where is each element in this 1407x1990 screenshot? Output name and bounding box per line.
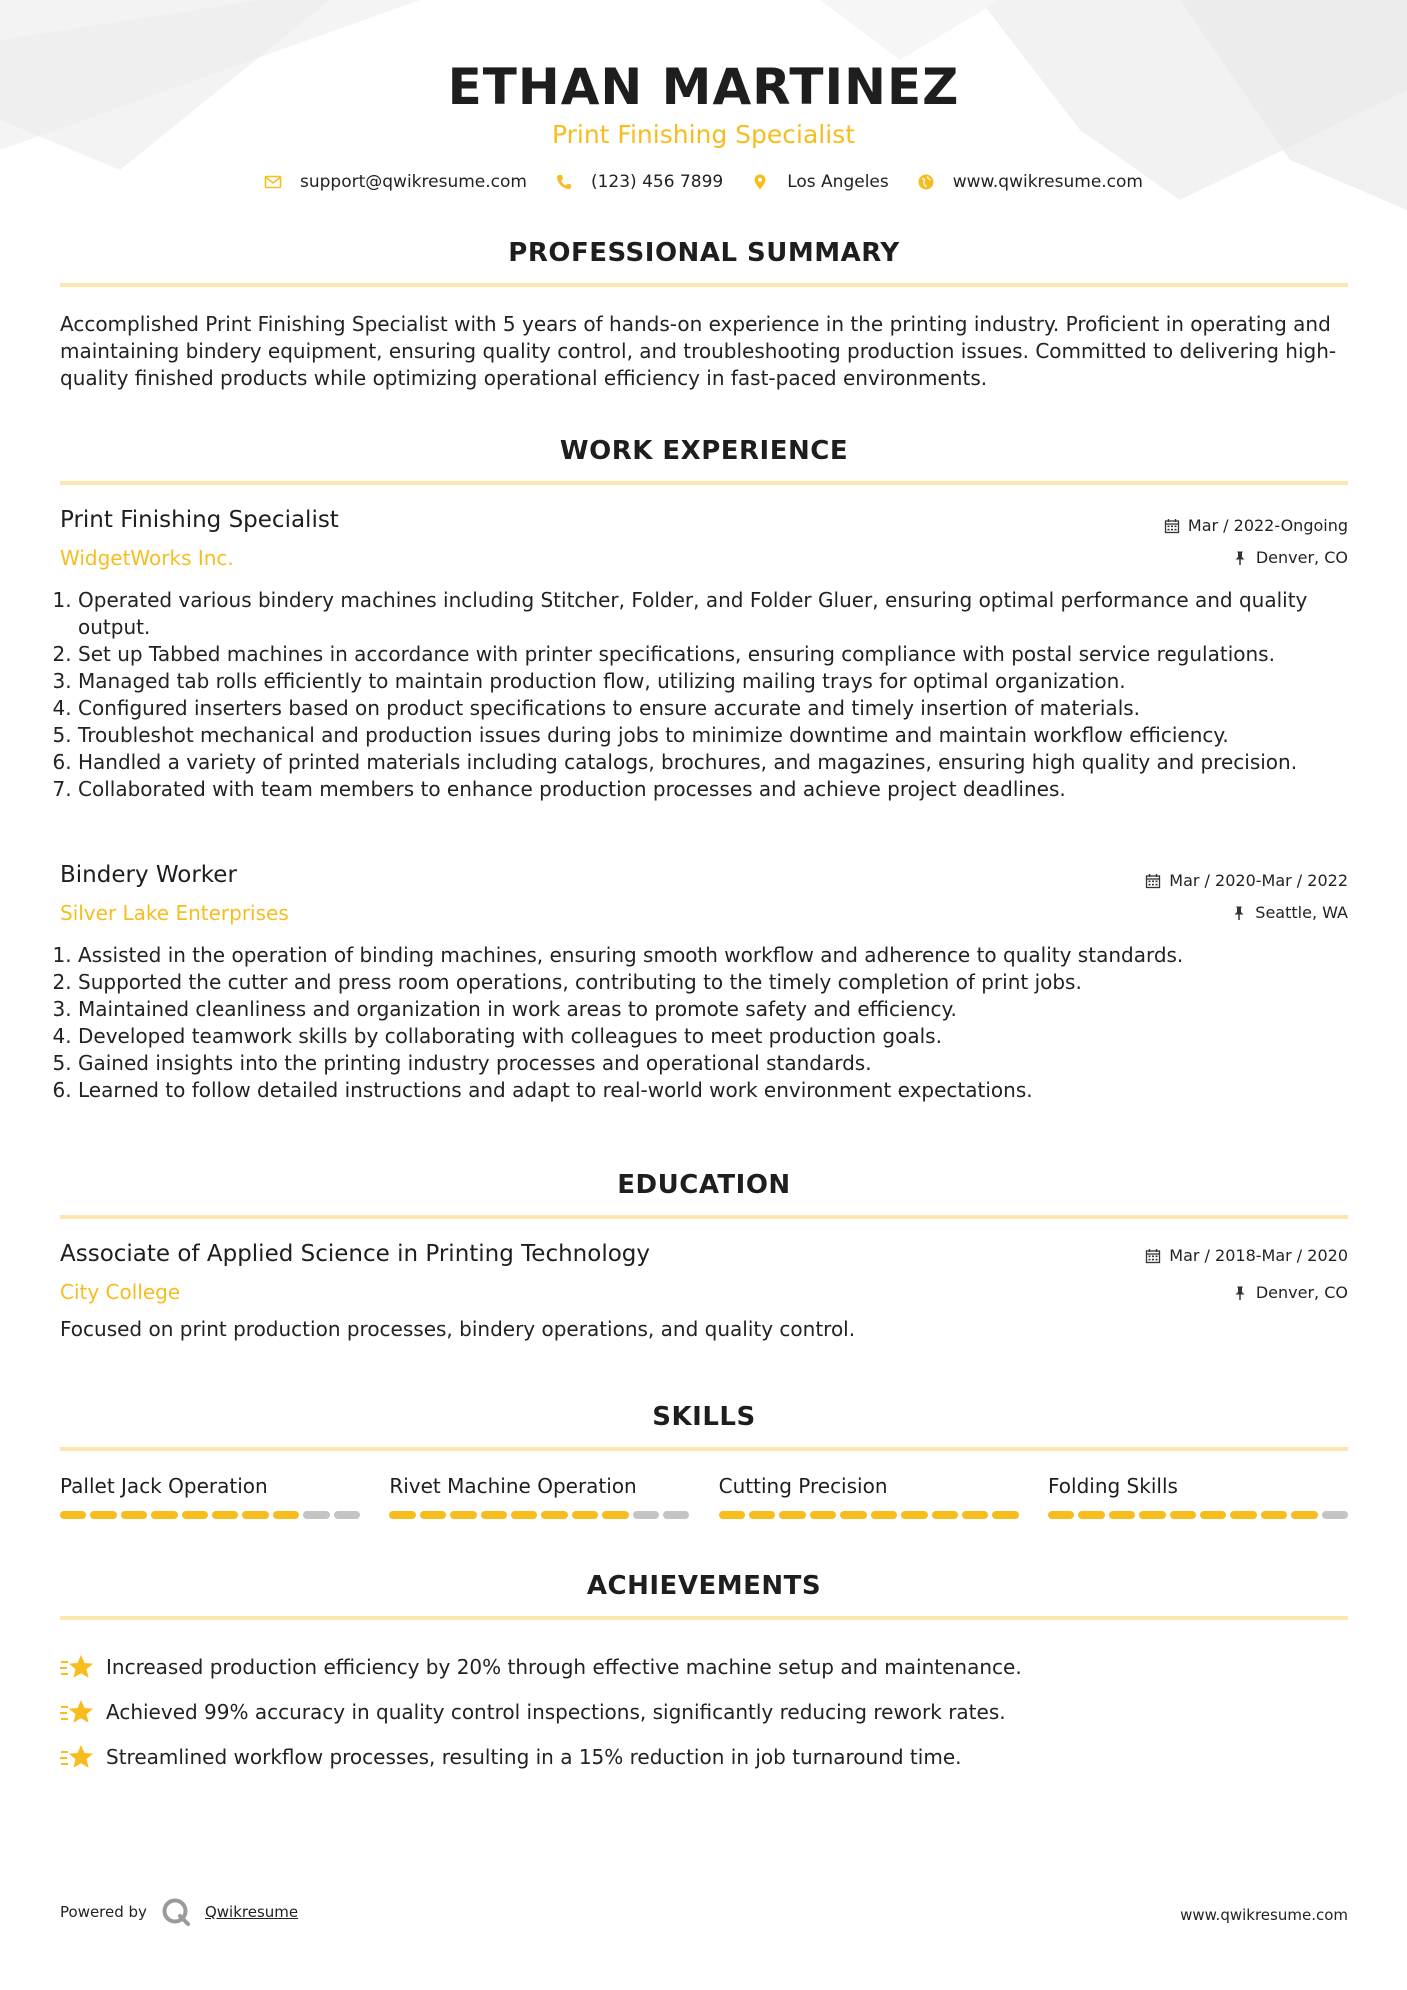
skill-segment-filled xyxy=(1200,1511,1226,1519)
skill-item xyxy=(389,1474,689,1519)
skill-segment-filled xyxy=(151,1511,177,1519)
job-location-text: Seattle, WA xyxy=(1255,903,1348,922)
summary-heading: PROFESSIONAL SUMMARY xyxy=(508,238,900,268)
skill-segment-filled xyxy=(1139,1511,1165,1519)
skill-segment-filled xyxy=(602,1511,628,1519)
calendar-icon xyxy=(1145,1248,1161,1264)
list-item: 7. Collaborated with team members to enhance production processes and achieve project deadlines. xyxy=(78,776,1348,803)
skill-segment-filled xyxy=(1109,1511,1135,1519)
pushpin-icon xyxy=(1232,550,1248,566)
contact-bar xyxy=(0,172,1407,192)
skill-segment-filled xyxy=(182,1511,208,1519)
job-title: Print Finishing Specialist xyxy=(60,507,339,533)
globe-icon xyxy=(917,173,935,191)
skill-name: Cutting Precision xyxy=(718,1474,888,1498)
job-bullet-list xyxy=(0,587,1348,803)
list-item: 3. Maintained cleanliness and organization in work areas to promote safety and efficiency. xyxy=(78,996,1348,1023)
education-dates-text: Mar / 2018-Mar / 2020 xyxy=(1169,1246,1348,1265)
list-item xyxy=(60,1734,1348,1779)
footer-website-link[interactable]: www.qwikresume.com xyxy=(1180,1906,1348,1924)
job-company: WidgetWorks Inc. xyxy=(60,546,234,570)
achievement-text: Achieved 99% accuracy in quality control inspections, significantly reducing rework rates. xyxy=(106,1699,1006,1724)
contact-phone-text: (123) 456 7899 xyxy=(590,172,724,192)
skill-name: Pallet Jack Operation xyxy=(60,1474,268,1498)
skill-segment-filled xyxy=(60,1511,86,1519)
achievement-text: Increased production efficiency by 20% through effective machine setup and maintenance. xyxy=(106,1654,1022,1679)
list-item: 6. Handled a variety of printed materials including catalogs, brochures, and magazines, ensuring high quality and precision. xyxy=(78,749,1348,776)
skill-segment-filled xyxy=(840,1511,866,1519)
skill-segment-filled xyxy=(420,1511,446,1519)
skill-segment-empty xyxy=(633,1511,659,1519)
achievements-heading: ACHIEVEMENTS xyxy=(586,1571,822,1601)
candidate-title: Print Finishing Specialist xyxy=(551,120,856,149)
skill-segment-filled xyxy=(389,1511,415,1519)
achievements-divider xyxy=(60,1616,1348,1620)
skill-segment-filled xyxy=(242,1511,268,1519)
qwikresume-link[interactable]: Qwikresume xyxy=(204,1903,299,1921)
list-item: 5. Gained insights into the printing industry processes and operational standards. xyxy=(78,1050,1348,1077)
skill-segment-filled xyxy=(871,1511,897,1519)
skill-segment-filled xyxy=(962,1511,988,1519)
skill-item xyxy=(719,1474,1019,1519)
skill-segment-empty xyxy=(334,1511,360,1519)
contact-location xyxy=(751,172,889,192)
list-item: 3. Managed tab rolls efficiently to maintain production flow, utilizing mailing trays for optimal organization. xyxy=(78,668,1348,695)
skill-level-bar xyxy=(1048,1511,1348,1519)
skill-segment-filled xyxy=(541,1511,567,1519)
education-heading: EDUCATION xyxy=(617,1170,791,1200)
experience-heading: WORK EXPERIENCE xyxy=(559,436,849,466)
skill-segment-filled xyxy=(511,1511,537,1519)
list-item xyxy=(60,1689,1348,1734)
skill-segment-filled xyxy=(1261,1511,1287,1519)
job-dates-text: Mar / 2020-Mar / 2022 xyxy=(1169,871,1348,890)
job-location xyxy=(1231,903,1348,922)
skill-segment-filled xyxy=(1048,1511,1074,1519)
skill-segment-filled xyxy=(932,1511,958,1519)
skill-segment-filled xyxy=(273,1511,299,1519)
candidate-name: ETHAN MARTINEZ xyxy=(447,58,960,116)
skill-segment-filled xyxy=(1291,1511,1317,1519)
list-item: 1. Operated various bindery machines including Stitcher, Folder, and Folder Gluer, ensuring optimal performance and quality output. xyxy=(78,587,1348,641)
experience-divider xyxy=(60,481,1348,485)
skill-name: Folding Skills xyxy=(1047,1474,1178,1498)
list-item: 2. Set up Tabbed machines in accordance with printer specifications, ensuring compliance with postal service regulations. xyxy=(78,641,1348,668)
skill-segment-filled xyxy=(1170,1511,1196,1519)
footer-powered-by xyxy=(60,1897,298,1927)
skill-segment-filled xyxy=(992,1511,1018,1519)
contact-email[interactable] xyxy=(264,172,527,192)
skills-heading: SKILLS xyxy=(652,1402,756,1432)
education-location-text: Denver, CO xyxy=(1255,1283,1348,1302)
skill-segment-filled xyxy=(719,1511,745,1519)
skill-level-bar xyxy=(60,1511,360,1519)
skill-segment-filled xyxy=(90,1511,116,1519)
skill-segment-filled xyxy=(1230,1511,1256,1519)
skill-segment-filled xyxy=(749,1511,775,1519)
skill-segment-empty xyxy=(303,1511,329,1519)
job-dates xyxy=(1164,516,1348,535)
job-company: Silver Lake Enterprises xyxy=(60,901,289,925)
achievements-list xyxy=(60,1644,1348,1779)
job-dates-text: Mar / 2022-Ongoing xyxy=(1187,516,1348,535)
skill-segment-filled xyxy=(810,1511,836,1519)
skill-segment-filled xyxy=(121,1511,147,1519)
skill-segment-filled xyxy=(1078,1511,1104,1519)
skill-segment-filled xyxy=(212,1511,238,1519)
calendar-icon xyxy=(1145,873,1161,889)
education-dates xyxy=(1145,1246,1348,1265)
list-item: 5. Troubleshot mechanical and production issues during jobs to minimize downtime and maintain workflow efficiency. xyxy=(78,722,1348,749)
education-location xyxy=(1232,1283,1348,1302)
star-icon xyxy=(60,1698,94,1726)
phone-icon xyxy=(555,173,573,191)
contact-email-text: support@qwikresume.com xyxy=(300,172,527,192)
powered-by-label: Powered by xyxy=(60,1903,147,1921)
star-icon xyxy=(60,1743,94,1771)
list-item: 6. Learned to follow detailed instructions and adapt to real-world work environment expectations. xyxy=(78,1077,1348,1104)
skill-segment-empty xyxy=(1322,1511,1348,1519)
degree-title: Associate of Applied Science in Printing Technology xyxy=(60,1241,651,1267)
skill-name: Rivet Machine Operation xyxy=(389,1474,637,1498)
skill-segment-filled xyxy=(481,1511,507,1519)
calendar-icon xyxy=(1164,518,1180,534)
job-dates xyxy=(1145,871,1348,890)
skill-segment-filled xyxy=(779,1511,805,1519)
qwikresume-logo-icon xyxy=(161,1897,191,1927)
skill-segment-filled xyxy=(901,1511,927,1519)
list-item: 2. Supported the cutter and press room operations, contributing to the timely completion of print jobs. xyxy=(78,969,1348,996)
contact-website-text: www.qwikresume.com xyxy=(952,172,1143,192)
skill-item xyxy=(60,1474,360,1519)
job-title: Bindery Worker xyxy=(60,862,237,888)
contact-location-text: Los Angeles xyxy=(787,172,889,192)
skill-level-bar xyxy=(719,1511,1019,1519)
job-location-text: Denver, CO xyxy=(1255,548,1348,567)
contact-phone[interactable] xyxy=(555,172,723,192)
skill-segment-filled xyxy=(572,1511,598,1519)
education-divider xyxy=(60,1215,1348,1219)
skill-segment-filled xyxy=(450,1511,476,1519)
summary-divider xyxy=(60,283,1348,287)
achievement-text: Streamlined workflow processes, resulting in a 15% reduction in job turnaround time. xyxy=(106,1744,962,1769)
list-item xyxy=(60,1644,1348,1689)
pushpin-icon xyxy=(1232,1285,1248,1301)
skills-list xyxy=(60,1474,1348,1519)
job-location xyxy=(1232,548,1348,567)
skill-item xyxy=(1048,1474,1348,1519)
job-bullet-list xyxy=(0,942,1348,1104)
school-name: City College xyxy=(60,1280,181,1304)
list-item: 4. Configured inserters based on product specifications to ensure accurate and timely insertion of materials. xyxy=(78,695,1348,722)
summary-text: Accomplished Print Finishing Specialist with 5 years of hands-on experience in the printing industry. Proficient in operating and maintaining bindery equipment, ensuring quality control, and troubleshooting production issues. Committed to delivering high-quality finished products while optimizing operational efficiency in fast-paced environments. xyxy=(60,312,1337,390)
envelope-icon xyxy=(264,173,282,191)
list-item: 1. Assisted in the operation of binding machines, ensuring smooth workflow and adherence to quality standards. xyxy=(78,942,1348,969)
contact-website[interactable] xyxy=(917,172,1143,192)
location-pin-icon xyxy=(751,173,769,191)
education-description: Focused on print production processes, bindery operations, and quality control. xyxy=(60,1317,856,1341)
list-item: 4. Developed teamwork skills by collaborating with colleagues to meet production goals. xyxy=(78,1023,1348,1050)
skill-level-bar xyxy=(389,1511,689,1519)
skill-segment-empty xyxy=(663,1511,689,1519)
star-icon xyxy=(60,1653,94,1681)
skills-divider xyxy=(60,1447,1348,1451)
pushpin-icon xyxy=(1231,905,1247,921)
